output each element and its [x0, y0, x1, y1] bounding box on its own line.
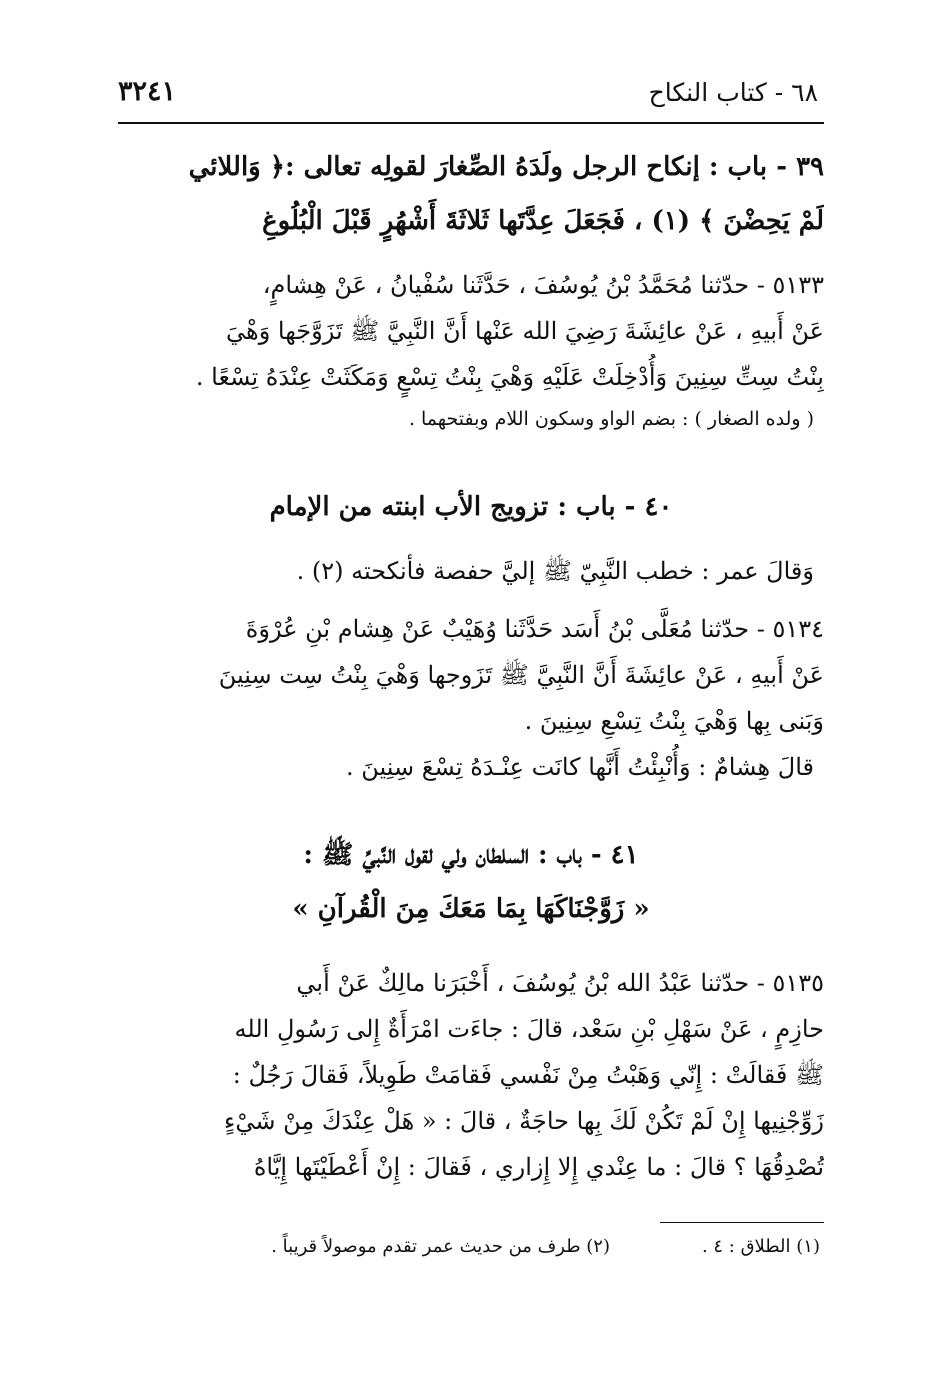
hadith-5133 — [118, 262, 824, 438]
text-line: حازِمٍ ، عَنْ سَهْلِ بْنِ سَعْد، قالَ : جاءَت امْرَأَةٌ إِلى رَسُولِ الله — [234, 1015, 824, 1043]
chapter-40-heading — [118, 480, 824, 534]
text-line: ﷺ فَقالَتْ : إِنّي وَهَبْتُ مِنْ نَفْسي فَقامَتْ طَوِيلاً، فَقالَ رَجُلٌ : — [232, 1061, 824, 1089]
text-line: بِنْتُ سِتِّ سِنِينَ وَأُدْخِلَتْ عَلَيْهِ وَهْيَ بِنْتُ تِسْعٍ وَمَكَثَتْ عِنْدَهُ تِسْعًا . — [195, 363, 824, 391]
page-number: ٣٢٤١ — [118, 76, 177, 107]
heading-line: ٣٩ - باب : إنكاح الرجل ولَدَهُ الصِّغارَ لقولِه تعالى :﴿ وَاللائي — [188, 152, 824, 182]
text-line: وَبَنى بِها وَهْيَ بِنْتُ تِسْعِ سِنِينَ . — [524, 707, 824, 735]
footnote-rule — [660, 1222, 824, 1223]
heading-line: لَمْ يَحِضْنَ ﴾ (١) ، فَجَعَلَ عِدَّتَها ثَلاثَةَ أَشْهُرٍ قَبْلَ الْبُلُوغِ — [262, 206, 824, 236]
chapter-39-heading — [118, 140, 824, 248]
text-line: ٥١٣٤ - حدّثنا مُعَلَّى بْنُ أَسَد حَدَّثَنا وُهَيْبٌ عَنْ هِشام بْنِ عُرْوَةَ — [245, 615, 824, 643]
chapter-title: ٦٨ - كتاب النكاح — [648, 78, 818, 107]
heading-line: « زَوَّجْنَاكَهَا بِمَا مَعَكَ مِنَ الْقُرآنِ » — [292, 894, 650, 924]
gloss-note: ( ولده الصغار ) : بضم الواو وسكون اللام وبفتحهما . — [408, 408, 814, 430]
text-line: ٥١٣٥ - حدّثنا عَبْدُ الله بْنُ يُوسُفَ ، أَخْبَرَنا مالِكٌ عَنْ أَبي — [296, 969, 824, 997]
text-line: وَقالَ عمر : خطب النَّبِيّ ﷺ إليَّ حفصة فأنكحته (٢) . — [296, 557, 814, 585]
heading-line: ٤١ - باب : السلطان ولي لقول النَّبيِّ ﷺ : — [303, 840, 639, 870]
text-line: زَوِّجْنِيها إِنْ لَمْ تَكُنْ لَكَ بِها حاجَةٌ ، قالَ : « هَلْ عِنْدَكَ مِنْ شَيْءٍ — [224, 1107, 824, 1135]
footnote-2: (٢) طرف من حديث عمر تقدم موصولاً قريباً . — [271, 1236, 610, 1257]
text-line: ٥١٣٣ - حدّثنا مُحَمَّدُ بْنُ يُوسُفَ ، حَدَّثَنا سُفْيانُ ، عَنْ هِشامٍ، — [262, 271, 824, 299]
hadith-5135 — [118, 960, 824, 1190]
text-line: عَنْ أَبيهِ ، عَنْ عائِشَةَ أَنَّ النَّبِيَّ ﷺ تَزَوجها وَهْيَ بِنْتُ سِت سِنِينَ — [218, 661, 824, 689]
running-header — [118, 78, 818, 118]
heading-line: ٤٠ - باب : تزويج الأب ابنته من الإمام — [269, 492, 673, 522]
text-line: تُصْدِقُهَا ؟ قالَ : ما عِنْدي إِلا إِزاري ، فَقالَ : إِنْ أَعْطَيْتَها إِيَّاهُ — [253, 1153, 824, 1181]
chapter-41-heading — [118, 828, 824, 936]
hisham-statement: قالَ هِشامٌ : وَأُنْبِئْتُ أَنَّها كانَت عِنْـدَهُ تِسْعَ سِنِينَ . — [345, 753, 814, 781]
footnote-1: (١) الطلاق : ٤ . — [701, 1236, 820, 1257]
footnotes — [160, 1236, 820, 1270]
header-rule — [118, 122, 824, 124]
text-line: عَنْ أَبيهِ ، عَنْ عائِشَةَ رَضِيَ الله عَنْها أَنَّ النَّبِيَّ ﷺ تَزَوَّجَها وَهْيَ — [226, 317, 824, 345]
umar-statement — [118, 548, 824, 594]
hadith-5134 — [118, 606, 824, 790]
